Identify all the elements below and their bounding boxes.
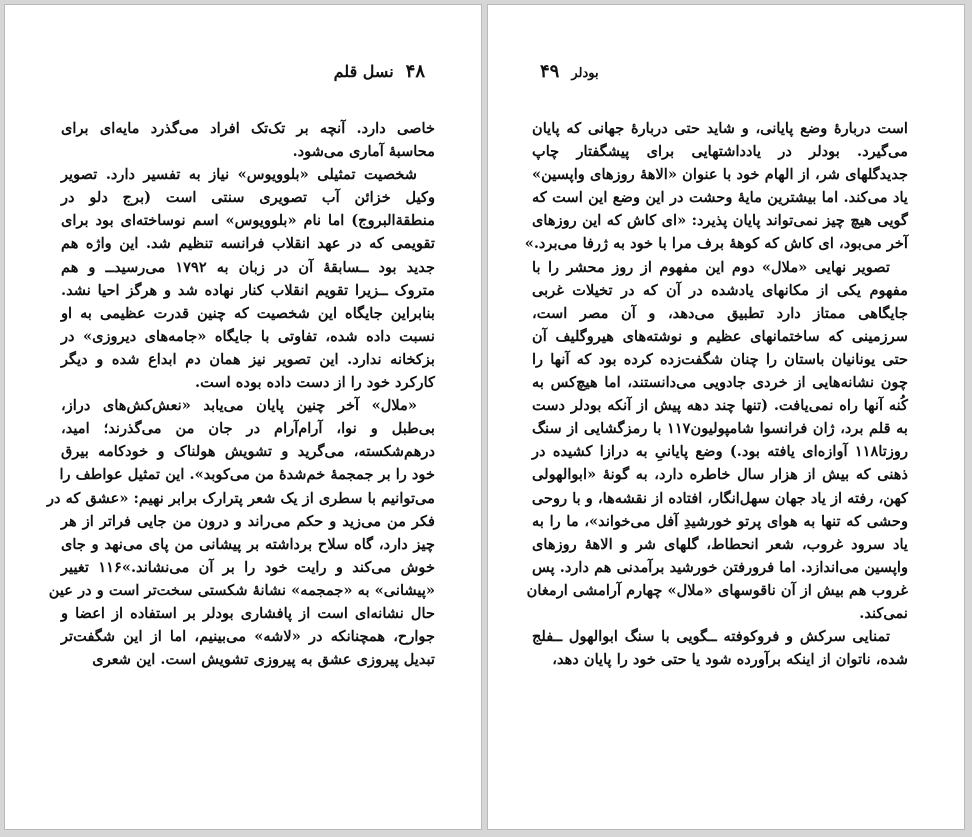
text-line: درهم‌شکسته، می‌گرید و تشویش هولناک و خودکامه بیرق: [61, 443, 435, 461]
right-page-header: [540, 61, 599, 87]
text-line: خود را بر جمجمهٔ خم‌شدهٔ من می‌کوبد». این تمثیل عواطف را: [59, 466, 435, 484]
text-line: کارکرد خود را از دست داده بوده است.: [195, 374, 435, 392]
text-line: محاسبهٔ آماری می‌شود.: [292, 143, 435, 161]
right-page-text: [524, 117, 908, 671]
text-line: چیز دارد، گاه سلاح برداشته بر پیشانی من پای می‌نهد و جای: [61, 535, 435, 553]
text-line: حال نشانه‌ای است از پافشاری بودلر بر استفاده از اعضا و: [61, 604, 435, 622]
page-number: ۴۹: [540, 61, 560, 82]
text-line: آخر می‌بود، ای کاش که کوههٔ برف مرا با خود به ژرفا می‌برد.»: [524, 235, 908, 253]
text-line: جدید بود ــسابقهٔ آن در زبان به ۱۷۹۲ می‌رسیدــ و هم: [61, 258, 435, 276]
text-line: است دربارهٔ وضع پایانی، و شاید حتی دربارهٔ جهانی که پایان: [532, 120, 908, 137]
text-line: وکیل خزائن آب تصویری سنتی است (برج دلو در: [61, 189, 435, 207]
page-number: ۴۸: [405, 61, 425, 82]
left-page-text: [46, 117, 435, 671]
text-line: کهن، رفته از یاد جهان سهل‌انگار، افتاده از نقشه‌ها، و با روحی: [531, 489, 908, 507]
text-line: غروب هم بیش از آن ناقوسهای «ملال» چهارم آرامشی ارمغان: [526, 581, 908, 599]
left-page: [4, 4, 482, 830]
text-line: حتی یونانیان باستان را چنان شگفت‌زده کرده بود که آنها را: [532, 350, 908, 368]
text-line: شخصیت تمثیلی «بلوویوس» نیاز به تفسیر دارد. تصویر: [61, 166, 417, 184]
text-line: ذهنی که بیش از هزار سال خاطره دارد، به گونهٔ «ابوالهولی: [532, 466, 908, 484]
text-line: فکر من می‌زید و حکم می‌راند و درون من جایی فراتر از هر: [61, 512, 435, 530]
text-line: یاد می‌کند. اما بیشترین مایهٔ وحشت در این وضع این است که: [532, 189, 908, 207]
text-line: جایگاهی ممتاز دارد تطبیق می‌دهد، و آن مصر است،: [532, 304, 908, 322]
text-line: «پیشانی» به «جمجمه» نشانهٔ شکستی سخت‌تر است و در عین: [48, 581, 435, 599]
text-line: واپسین می‌اندازد. اما فرورفتن خورشید برآمدنی هم دارد. پس: [532, 558, 908, 576]
text-line: تصویر نهایی «ملال» دوم این مفهوم از روز محشر را با: [532, 258, 890, 276]
text-line: سرزمینی که ساختمانهای عظیم و نوشته‌های هیروگلیف آن: [532, 327, 908, 345]
left-page-header: [334, 61, 425, 87]
text-line: نمی‌کند.: [859, 604, 908, 622]
text-line: کُنه آنها راه نمی‌یافت. (تنها چند دهه پیش از آنکه بودلر دست: [532, 397, 908, 415]
text-line: «ملال» آخر چنین پایان می‌یابد «نعش‌کش‌های دراز،: [61, 397, 417, 415]
text-line: تقویمی که در عهد انقلاب فرانسه تنظیم شد. این واژه هم: [61, 235, 435, 253]
text-line: بزکخانه ندارد. این تصویر نیز همان دم ابداع شده و دیگر: [61, 350, 435, 368]
text-line: جدیدگلهای شر، از الهام خود با عنوان «الاههٔ روزهای واپسین»: [532, 166, 908, 184]
right-page: [487, 4, 965, 830]
text-line: جوارح، همچنانکه در «لاشه» می‌بینیم، اما از این شگفت‌تر: [61, 628, 435, 646]
text-line: به قلم برد، ژان فرانسوا شامپولیون۱۱۷ با رمزگشایی از سنگ: [532, 420, 908, 438]
text-line: تمنایی سرکش و فروکوفته ــگویی با سنگ ابوالهول ــفلج: [532, 628, 890, 646]
text-line: گویی هیچ چیز نمی‌تواند پایان پذیرد: «ای کاش که این روزهای: [532, 212, 908, 230]
text-line: وحشی که تنها به هوای پرتو خورشیدِ آفل می‌خواند»، ما را به: [532, 512, 908, 530]
text-line: می‌توانیم با سطری از یک شعر پترارک برابر نهیم: «عشق که در: [46, 489, 435, 507]
text-line: بنابراین جایگاه این شخصیت که چنین قدرت عظیمی به او: [61, 304, 435, 322]
text-line: خوش می‌کند و رایت خود را بر آن می‌نشاند.»۱۱۶ تغییر: [61, 558, 435, 576]
running-title: نسل قلم: [333, 62, 394, 81]
text-line: مفهوم یکی از مکانهای یادشده در آن که در تخیلات غربی: [532, 281, 908, 299]
text-line: خاصی دارد. آنچه بر تک‌تک افراد می‌گذرد مایه‌ای برای: [61, 120, 435, 137]
text-line: شده، ناتوان از اینکه برآورده شود یا حتی خود را پایان دهد،: [552, 651, 908, 669]
text-line: یاد سرود غروب، شعر انحطاط، گلهای شر و الاههٔ روزهای: [532, 535, 908, 553]
text-line: تبدیل پیروزی عشق به پیروزی تشویش است. این شعری: [92, 651, 435, 669]
text-line: روزتا۱۱۸ آوازه‌ای یافته بود.) وضع پایانیِ به درازا کشیده در: [532, 443, 908, 461]
text-line: متروک ــزیرا تقویم انقلاب کنار نهاده شد و هرگز احیا نشد.: [61, 281, 435, 299]
text-line: نسبت داده شده، تفاوتی با جایگاه «جامه‌های دیروزی» در: [61, 327, 435, 345]
text-line: می‌گیرد. بودلر در یادداشتهایی برای پیشگفتار چاپ: [532, 143, 908, 161]
text-line: بی‌طبل و نوا، آرام‌آرام در جان من می‌گذرند؛ امید،: [61, 420, 435, 438]
text-line: چون نشانه‌هایی از خردی جادویی می‌دانستند، اما هیچ‌کس به: [532, 374, 908, 392]
text-line: منطقةالبروج) اما نام «بلوویوس» اسم نوساخته‌ای بود برای: [61, 212, 435, 230]
running-title: بودلر: [571, 66, 599, 81]
